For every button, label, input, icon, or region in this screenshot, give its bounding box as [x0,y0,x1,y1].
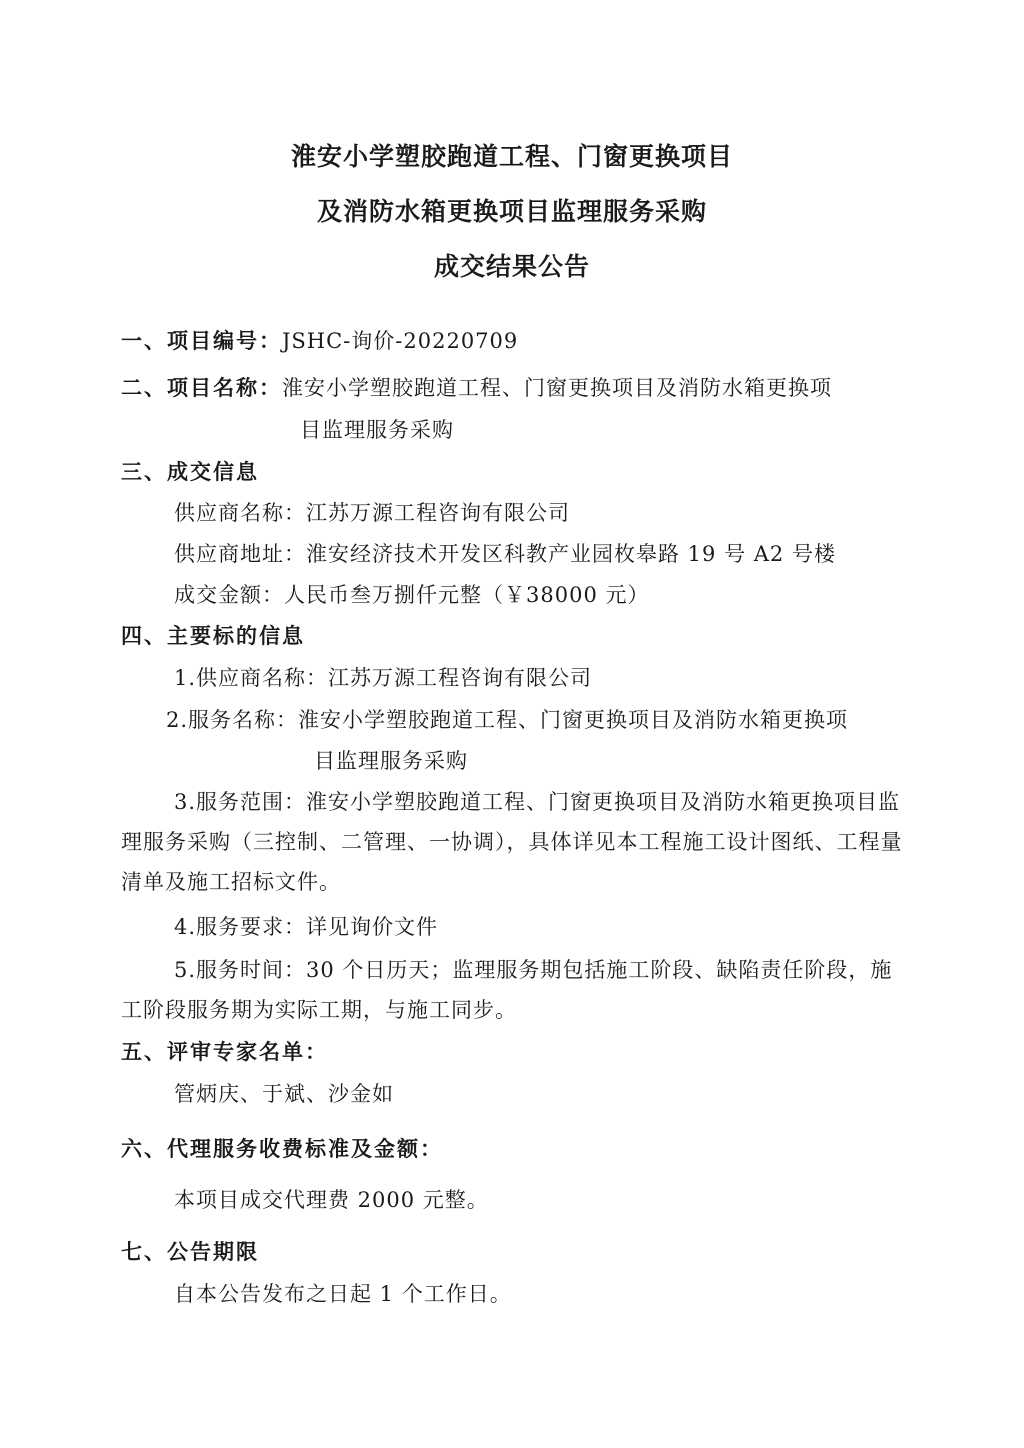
item-2-label: 2.服务名称： [166,708,299,732]
item-2-service-name [166,705,848,735]
agency-fee-heading: 六、代理服务收费标准及金额： [121,1137,443,1161]
item-1-supplier: 1.供应商名称：江苏万源工程咨询有限公司 [174,666,593,690]
deal-amount: 成交金额：人民币叁万捌仟元整（￥38000 元） [174,583,650,607]
project-number-heading: 一、项目编号： [121,329,282,353]
supplier-name: 供应商名称：江苏万源工程咨询有限公司 [174,501,570,525]
deal-info-heading: 三、成交信息 [121,460,259,484]
project-name-value-line-2: 目监理服务采购 [300,418,454,442]
supplier-address: 供应商地址：淮安经济技术开发区科教产业园枚皋路 19 号 A2 号楼 [174,542,836,566]
title-line-2: 及消防水箱更换项目监理服务采购 [316,197,707,226]
project-name-row [121,373,832,403]
title-line-3: 成交结果公告 [433,252,590,281]
agency-fee-value: 本项目成交代理费 2000 元整。 [174,1188,489,1212]
experts-list: 管炳庆、于斌、沙金如 [174,1082,394,1106]
item-2-line-1: 淮安小学塑胶跑道工程、门窗更换项目及消防水箱更换项 [298,708,849,732]
notice-period-value: 自本公告发布之日起 1 个工作日。 [174,1282,512,1306]
notice-period-heading: 七、公告期限 [121,1240,259,1264]
project-number-row [121,326,518,356]
title-line-1: 淮安小学塑胶跑道工程、门窗更换项目 [290,142,733,171]
item-2-line-2: 目监理服务采购 [314,749,468,773]
main-subject-heading: 四、主要标的信息 [121,624,305,648]
project-number-value: JSHC-询价-20220709 [282,329,519,353]
experts-heading: 五、评审专家名单： [121,1040,328,1064]
item-4-service-requirement: 4.服务要求：详见询价文件 [174,915,439,939]
item-5-service-time: 5.服务时间：30 个日历天；监理服务期包括施工阶段、缺陷责任阶段，施工阶段服务期为实际工期，与施工同步。 [121,958,893,1022]
project-name-heading: 二、项目名称： [121,376,282,400]
project-name-value-line-1: 淮安小学塑胶跑道工程、门窗更换项目及消防水箱更换项 [282,376,832,400]
item-3-service-scope: 3.服务范围：淮安小学塑胶跑道工程、门窗更换项目及消防水箱更换项目监理服务采购（三控制、二管理、一协调），具体详见本工程施工设计图纸、工程量清单及施工招标文件。 [121,790,903,894]
